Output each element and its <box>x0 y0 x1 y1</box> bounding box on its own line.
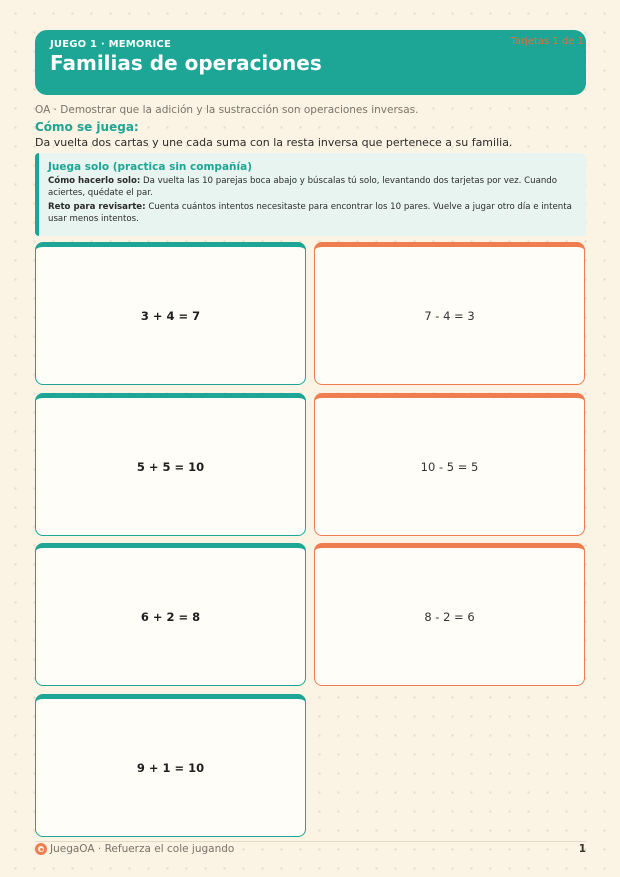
card-text: 9 + 1 = 10 <box>136 760 205 775</box>
page-title: Familias de operaciones <box>50 51 322 75</box>
card-text: 10 - 5 = 5 <box>420 459 479 474</box>
page-footer <box>35 843 586 857</box>
how-to-play-title: Cómo se juega: <box>35 120 139 134</box>
card-subtraction[interactable] <box>314 393 585 536</box>
card-subtraction[interactable] <box>314 242 585 385</box>
card-text: 8 - 2 = 6 <box>424 609 475 624</box>
card-sum[interactable] <box>35 393 306 536</box>
page-header <box>35 30 586 95</box>
card-subtraction[interactable] <box>314 543 585 686</box>
card-sum[interactable] <box>35 694 306 837</box>
how-to-play-text: Da vuelta dos cartas y une cada suma con la resta inversa que pertenece a su familia. <box>35 136 513 149</box>
card-sum[interactable] <box>35 543 306 686</box>
solo-how-paragraph <box>48 175 574 199</box>
solo-play-box <box>35 153 586 236</box>
game-kicker: JUEGO 1 · MEMORICE <box>50 39 172 50</box>
learning-objective: OA · Demostrar que la adición y la sustracción son operaciones inversas. <box>35 104 419 116</box>
target-logo-icon <box>35 843 47 855</box>
page-number: 1 <box>578 843 586 855</box>
solo-play-title: Juega solo (practica sin compañía) <box>48 161 252 173</box>
card-text: 6 + 2 = 8 <box>140 609 201 624</box>
card-sum[interactable] <box>35 242 306 385</box>
solo-challenge-label: Reto para revisarte: <box>48 202 146 212</box>
card-text: 7 - 4 = 3 <box>424 308 475 323</box>
footer-brand: JuegaOA · Refuerza el cole jugando <box>50 843 235 855</box>
solo-how-label: Cómo hacerlo solo: <box>48 176 141 186</box>
solo-how-text: Da vuelta las 10 parejas boca abajo y búscalas tú solo, levantando dos tarjetas por vez. Cuando aciertes, quédate el par. <box>48 176 558 198</box>
card-text: 3 + 4 = 7 <box>140 308 201 323</box>
solo-challenge-text: Cuenta cuántos intentos necesitaste para encontrar los 10 pares. Vuelve a jugar otro día e intenta usar menos intentos. <box>48 202 572 224</box>
card-text: 5 + 5 = 10 <box>136 459 205 474</box>
solo-challenge-paragraph <box>48 201 574 225</box>
footer-divider <box>35 841 586 842</box>
page-badge: Tarjetas 1 de 1 <box>510 36 584 47</box>
